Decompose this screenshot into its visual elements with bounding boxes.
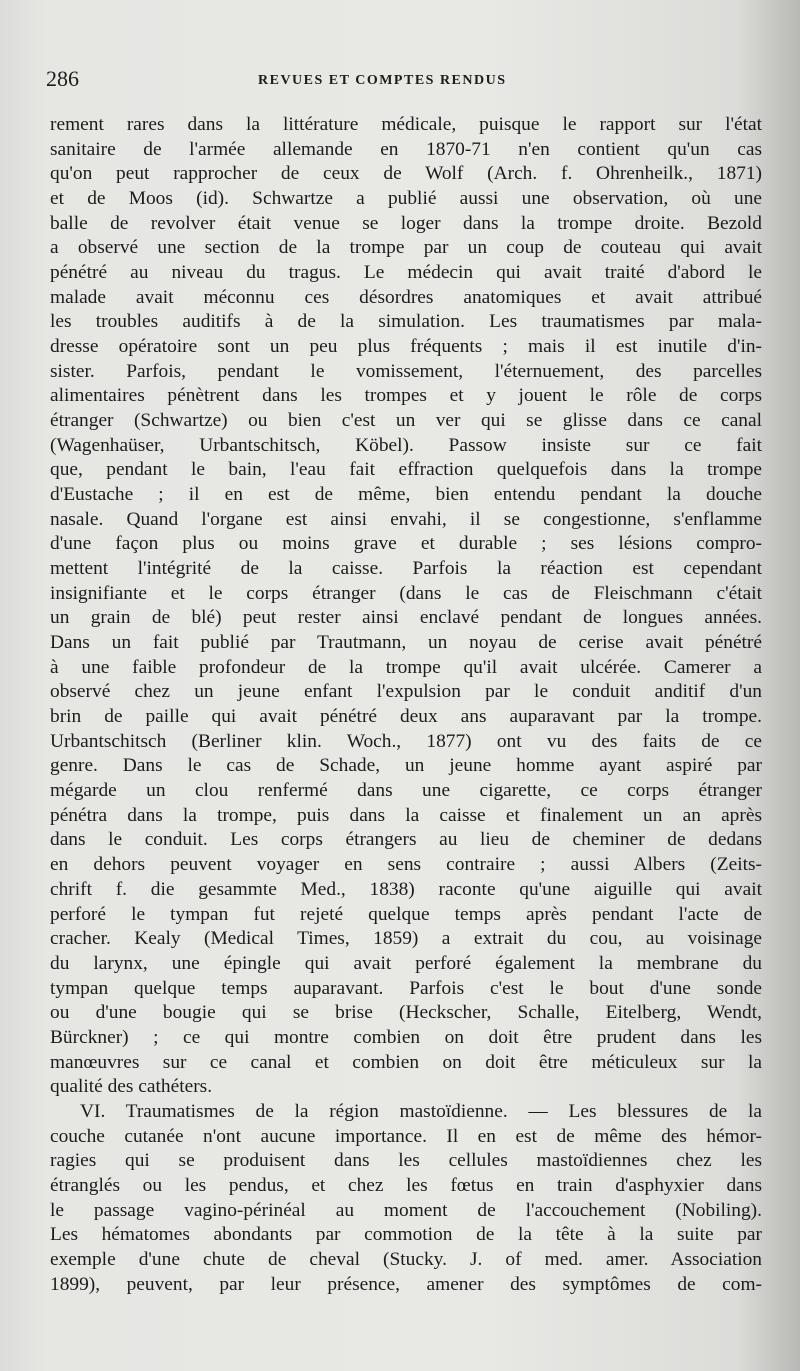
text-line: pénétra dans la trompe, puis dans la caisse et finalement un an après — [50, 804, 762, 826]
text-line: mégarde un clou renfermé dans une cigarette, ce corps étranger — [50, 780, 762, 802]
text-line: Dans un fait publié par Trautmann, un noyau de cerise avait pénétré — [50, 632, 762, 654]
page-number: 286 — [46, 66, 79, 91]
text-line: brin de paille qui avait pénétré deux ans auparavant par la trompe. — [50, 706, 762, 728]
text-line: VI. Traumatismes de la région mastoïdienne. — Les blessures de la — [80, 1100, 762, 1122]
text-line: exemple d'une chute de cheval (Stucky. J. of med. amer. Association — [50, 1248, 762, 1270]
text-line: cracher. Kealy (Medical Times, 1859) a extrait du cou, au voisinage — [50, 928, 762, 950]
text-line: qualité des cathéters. — [50, 1076, 213, 1098]
text-line: les troubles auditifs à de la simulation. Les traumatismes par mala- — [50, 311, 762, 333]
text-line: manœuvres sur ce canal et combien on doit être méticuleux sur la — [50, 1051, 762, 1073]
text-line: que, pendant le bain, l'eau fait effraction quelquefois dans la trompe — [50, 459, 762, 481]
text-line: sanitaire de l'armée allemande en 1870-71 n'en contient qu'un cas — [50, 138, 762, 160]
text-line: à une faible profondeur de la trompe qu'il avait ulcérée. Camerer a — [50, 656, 762, 678]
text-line: en dehors peuvent voyager en sens contraire ; aussi Albers (Zeits- — [50, 854, 762, 876]
text-line: un grain de blé) peut rester ainsi enclavé pendant de longues années. — [50, 607, 762, 629]
text-line: sister. Parfois, pendant le vomissement, l'éternuement, des parcelles — [50, 360, 762, 382]
text-line: chrift f. die gesammte Med., 1838) raconte qu'une aiguille qui avait — [50, 878, 762, 900]
page-header — [46, 66, 740, 96]
text-line: Les hématomes abondants par commotion de la tête à la suite par — [50, 1224, 762, 1246]
text-line: étranger (Schwartze) ou bien c'est un ver qui se glisse dans ce canal — [50, 410, 762, 432]
text-line: rement rares dans la littérature médicale, puisque le rapport sur l'état — [50, 114, 762, 135]
text-line: qu'on peut rapprocher de ceux de Wolf (Arch. f. Ohrenheilk., 1871) — [50, 163, 762, 185]
text-line: balle de revolver était venue se loger dans la trompe droite. Bezold — [50, 212, 762, 234]
text-line: d'Eustache ; il en est de même, bien entendu pendant la douche — [50, 484, 762, 506]
text-line: genre. Dans le cas de Schade, un jeune homme ayant aspiré par — [50, 755, 762, 777]
text-line: d'une façon plus ou moins grave et durable ; ses lésions compro- — [50, 533, 762, 555]
text-line: dresse opératoire sont un peu plus fréquents ; mais il est inutile d'in- — [50, 336, 762, 358]
text-line: ou d'une bougie qui se brise (Heckscher, Schalle, Eitelberg, Wendt, — [50, 1002, 762, 1024]
text-line: Urbantschitsch (Berliner klin. Woch., 1877) ont vu des faits de ce — [50, 730, 762, 752]
text-line: et de Moos (id). Schwartze a publié aussi une observation, où une — [50, 188, 762, 210]
text-line: tympan quelque temps auparavant. Parfois c'est le bout d'une sonde — [50, 977, 762, 999]
text-line: du larynx, une épingle qui avait perforé également la membrane du — [50, 952, 762, 974]
text-line: insignifiante et le corps étranger (dans le cas de Fleischmann c'était — [50, 582, 762, 604]
text-line: étranglés ou les pendus, et chez les fœtus en train d'asphyxier dans — [50, 1174, 762, 1196]
text-line: Bürckner) ; ce qui montre combien on doit être prudent dans les — [50, 1026, 762, 1048]
body-text — [50, 113, 762, 1297]
text-line: (Wagenhaüser, Urbantschitsch, Köbel). Passow insiste sur ce fait — [50, 434, 762, 456]
text-line: couche cutanée n'ont aucune importance. Il en est de même des hémor- — [50, 1125, 762, 1147]
text-line: nasale. Quand l'organe est ainsi envahi, il se congestionne, s'enflamme — [50, 508, 762, 530]
text-line: malade avait méconnu ces désordres anatomiques et avait attribué — [50, 286, 762, 308]
running-head: REVUES ET COMPTES RENDUS — [258, 73, 507, 88]
text-line: 1899), peuvent, par leur présence, amener des symptômes de com- — [50, 1273, 762, 1295]
text-line: pénétré au niveau du tragus. Le médecin qui avait traité d'abord le — [50, 262, 762, 284]
text-line: a observé une section de la trompe par un coup de couteau qui avait — [50, 237, 762, 259]
text-line: le passage vagino-périnéal au moment de l'accouchement (Nobiling). — [50, 1199, 762, 1221]
text-line: ragies qui se produisent dans les cellules mastoïdiennes chez les — [50, 1150, 762, 1172]
text-line: alimentaires pénètrent dans les trompes et y jouent le rôle de corps — [50, 385, 762, 407]
text-line: perforé le tympan fut rejeté quelque temps après pendant l'acte de — [50, 903, 762, 925]
text-line: observé chez un jeune enfant l'expulsion par le conduit anditif d'un — [50, 681, 762, 703]
text-line: dans le conduit. Les corps étrangers au lieu de cheminer de dedans — [50, 829, 762, 851]
text-line: mettent l'intégrité de la caisse. Parfois la réaction est cependant — [50, 558, 762, 580]
